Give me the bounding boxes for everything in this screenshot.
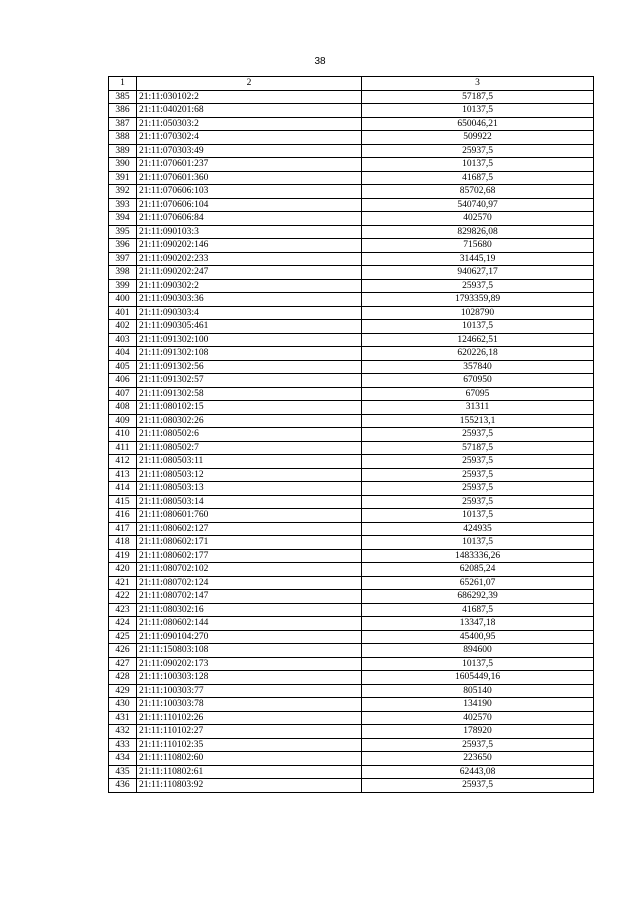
cadastral-value: 25937,5 — [362, 495, 594, 509]
cadastral-number: 21:11:110802:61 — [137, 765, 362, 779]
cadastral-value: 424935 — [362, 522, 594, 536]
row-number: 388 — [109, 131, 137, 145]
row-number: 397 — [109, 252, 137, 266]
cadastral-value: 1793359,89 — [362, 293, 594, 307]
cadastral-value: 402570 — [362, 212, 594, 226]
table-row — [109, 212, 594, 226]
row-number: 415 — [109, 495, 137, 509]
cadastral-number: 21:11:090303:36 — [137, 293, 362, 307]
cadastral-value: 124662,51 — [362, 333, 594, 347]
table-row — [109, 698, 594, 712]
cadastral-number: 21:11:090202:173 — [137, 657, 362, 671]
cadastral-number: 21:11:110803:92 — [137, 779, 362, 793]
cadastral-number: 21:11:080702:102 — [137, 563, 362, 577]
table-row — [109, 131, 594, 145]
cadastral-number: 21:11:080502:7 — [137, 441, 362, 455]
row-number: 393 — [109, 198, 137, 212]
table-row — [109, 779, 594, 793]
cadastral-number: 21:11:090202:247 — [137, 266, 362, 280]
cadastral-value: 31311 — [362, 401, 594, 415]
cadastral-number: 21:11:080601:760 — [137, 509, 362, 523]
cadastral-number: 21:11:070601:237 — [137, 158, 362, 172]
table-row — [109, 252, 594, 266]
cadastral-number: 21:11:080702:147 — [137, 590, 362, 604]
cadastral-value: 65261,07 — [362, 576, 594, 590]
cadastral-value: 31445,19 — [362, 252, 594, 266]
cadastral-number: 21:11:080503:13 — [137, 482, 362, 496]
row-number: 413 — [109, 468, 137, 482]
row-number: 431 — [109, 711, 137, 725]
cadastral-number: 21:11:080302:26 — [137, 414, 362, 428]
table-row — [109, 387, 594, 401]
table-row — [109, 590, 594, 604]
row-number: 436 — [109, 779, 137, 793]
cadastral-value: 10137,5 — [362, 158, 594, 172]
cadastral-value: 686292,39 — [362, 590, 594, 604]
table-row — [109, 171, 594, 185]
row-number: 418 — [109, 536, 137, 550]
cadastral-number: 21:11:080602:127 — [137, 522, 362, 536]
row-number: 387 — [109, 117, 137, 131]
row-number: 427 — [109, 657, 137, 671]
table-row — [109, 414, 594, 428]
cadastral-number: 21:11:091302:108 — [137, 347, 362, 361]
cadastral-number: 21:11:110802:60 — [137, 752, 362, 766]
table-row — [109, 360, 594, 374]
cadastral-number: 21:11:100303:128 — [137, 671, 362, 685]
table-row — [109, 576, 594, 590]
row-number: 434 — [109, 752, 137, 766]
cadastral-number: 21:11:070601:360 — [137, 171, 362, 185]
cadastral-value: 25937,5 — [362, 144, 594, 158]
row-number: 390 — [109, 158, 137, 172]
cadastral-number: 21:11:080503:14 — [137, 495, 362, 509]
cadastral-number: 21:11:090202:233 — [137, 252, 362, 266]
cadastral-number: 21:11:091302:56 — [137, 360, 362, 374]
row-number: 404 — [109, 347, 137, 361]
cadastral-number: 21:11:091302:57 — [137, 374, 362, 388]
table-row — [109, 225, 594, 239]
row-number: 403 — [109, 333, 137, 347]
cadastral-number: 21:11:030102:2 — [137, 90, 362, 104]
table-row — [109, 347, 594, 361]
row-number: 392 — [109, 185, 137, 199]
table-row — [109, 117, 594, 131]
cadastral-value: 894600 — [362, 644, 594, 658]
table-row — [109, 549, 594, 563]
table-row — [109, 657, 594, 671]
cadastral-value: 1605449,16 — [362, 671, 594, 685]
cadastral-value: 25937,5 — [362, 779, 594, 793]
header-col-3: 3 — [362, 77, 594, 91]
table-row — [109, 509, 594, 523]
row-number: 408 — [109, 401, 137, 415]
row-number: 414 — [109, 482, 137, 496]
cadastral-number: 21:11:070606:84 — [137, 212, 362, 226]
cadastral-value: 940627,17 — [362, 266, 594, 280]
table-row — [109, 684, 594, 698]
cadastral-number: 21:11:080602:171 — [137, 536, 362, 550]
row-number: 435 — [109, 765, 137, 779]
row-number: 385 — [109, 90, 137, 104]
table-row — [109, 320, 594, 334]
table-row — [109, 711, 594, 725]
header-col-2: 2 — [137, 77, 362, 91]
cadastral-value: 1483336,26 — [362, 549, 594, 563]
cadastral-value: 402570 — [362, 711, 594, 725]
table-row — [109, 617, 594, 631]
cadastral-value: 620226,18 — [362, 347, 594, 361]
row-number: 386 — [109, 104, 137, 118]
table-row — [109, 482, 594, 496]
table-row — [109, 563, 594, 577]
table-row — [109, 266, 594, 280]
row-number: 406 — [109, 374, 137, 388]
table-row — [109, 158, 594, 172]
row-number: 394 — [109, 212, 137, 226]
cadastral-value: 25937,5 — [362, 468, 594, 482]
row-number: 401 — [109, 306, 137, 320]
cadastral-value: 62443,08 — [362, 765, 594, 779]
cadastral-number: 21:11:050303:2 — [137, 117, 362, 131]
cadastral-value: 223650 — [362, 752, 594, 766]
cadastral-number: 21:11:070606:103 — [137, 185, 362, 199]
row-number: 391 — [109, 171, 137, 185]
row-number: 407 — [109, 387, 137, 401]
row-number: 389 — [109, 144, 137, 158]
table-row — [109, 671, 594, 685]
cadastral-number: 21:11:080503:11 — [137, 455, 362, 469]
table-row — [109, 455, 594, 469]
table-row — [109, 765, 594, 779]
table-row — [109, 441, 594, 455]
cadastral-value: 10137,5 — [362, 657, 594, 671]
cadastral-number: 21:11:090302:2 — [137, 279, 362, 293]
cadastral-number: 21:11:090303:4 — [137, 306, 362, 320]
row-number: 395 — [109, 225, 137, 239]
cadastral-value: 670950 — [362, 374, 594, 388]
table-row — [109, 279, 594, 293]
cadastral-number: 21:11:080602:144 — [137, 617, 362, 631]
table-row — [109, 495, 594, 509]
table-row — [109, 630, 594, 644]
cadastral-value: 25937,5 — [362, 738, 594, 752]
cadastral-number: 21:11:091302:100 — [137, 333, 362, 347]
cadastral-value: 650046,21 — [362, 117, 594, 131]
table-row — [109, 306, 594, 320]
row-number: 422 — [109, 590, 137, 604]
cadastral-number: 21:11:070303:49 — [137, 144, 362, 158]
cadastral-value: 829826,08 — [362, 225, 594, 239]
table-body — [109, 90, 594, 792]
row-number: 398 — [109, 266, 137, 280]
cadastral-number: 21:11:070606:104 — [137, 198, 362, 212]
row-number: 424 — [109, 617, 137, 631]
row-number: 396 — [109, 239, 137, 253]
table-row — [109, 185, 594, 199]
cadastral-number: 21:11:110102:35 — [137, 738, 362, 752]
cadastral-number: 21:11:070302:4 — [137, 131, 362, 145]
cadastral-value: 57187,5 — [362, 90, 594, 104]
row-number: 419 — [109, 549, 137, 563]
cadastral-number: 21:11:090103:3 — [137, 225, 362, 239]
cadastral-number: 21:11:090202:146 — [137, 239, 362, 253]
row-number: 411 — [109, 441, 137, 455]
cadastral-value: 10137,5 — [362, 104, 594, 118]
cadastral-number: 21:11:091302:58 — [137, 387, 362, 401]
table-row — [109, 144, 594, 158]
cadastral-number: 21:11:080602:177 — [137, 549, 362, 563]
cadastral-number: 21:11:080503:12 — [137, 468, 362, 482]
cadastral-value: 25937,5 — [362, 455, 594, 469]
cadastral-value: 62085,24 — [362, 563, 594, 577]
row-number: 405 — [109, 360, 137, 374]
header-col-1: 1 — [109, 77, 137, 91]
cadastral-number: 21:11:100303:77 — [137, 684, 362, 698]
table-row — [109, 104, 594, 118]
cadastral-value: 134190 — [362, 698, 594, 712]
cadastral-number: 21:11:110102:26 — [137, 711, 362, 725]
cadastral-value: 155213,1 — [362, 414, 594, 428]
table-row — [109, 468, 594, 482]
cadastral-number: 21:11:080102:15 — [137, 401, 362, 415]
table-row — [109, 725, 594, 739]
table-row — [109, 522, 594, 536]
row-number: 429 — [109, 684, 137, 698]
row-number: 433 — [109, 738, 137, 752]
table-row — [109, 374, 594, 388]
cadastral-number: 21:11:080702:124 — [137, 576, 362, 590]
row-number: 423 — [109, 603, 137, 617]
cadastral-number: 21:11:080302:16 — [137, 603, 362, 617]
row-number: 421 — [109, 576, 137, 590]
cadastral-value: 25937,5 — [362, 482, 594, 496]
page-number: 38 — [314, 56, 326, 67]
cadastral-value: 25937,5 — [362, 279, 594, 293]
row-number: 430 — [109, 698, 137, 712]
row-number: 417 — [109, 522, 137, 536]
cadastral-value: 25937,5 — [362, 428, 594, 442]
cadastral-value: 10137,5 — [362, 320, 594, 334]
cadastral-value: 509922 — [362, 131, 594, 145]
cadastral-number: 21:11:150803:108 — [137, 644, 362, 658]
table-row — [109, 293, 594, 307]
cadastral-value: 1028790 — [362, 306, 594, 320]
row-number: 399 — [109, 279, 137, 293]
cadastral-value: 178920 — [362, 725, 594, 739]
table-row — [109, 603, 594, 617]
table-row — [109, 90, 594, 104]
table-row — [109, 644, 594, 658]
cadastral-value: 540740,97 — [362, 198, 594, 212]
row-number: 428 — [109, 671, 137, 685]
table-row — [109, 198, 594, 212]
row-number: 426 — [109, 644, 137, 658]
cadastral-number: 21:11:100303:78 — [137, 698, 362, 712]
row-number: 412 — [109, 455, 137, 469]
cadastral-value: 41687,5 — [362, 171, 594, 185]
row-number: 410 — [109, 428, 137, 442]
row-number: 400 — [109, 293, 137, 307]
data-table — [108, 76, 594, 793]
table-row — [109, 239, 594, 253]
row-number: 402 — [109, 320, 137, 334]
row-number: 425 — [109, 630, 137, 644]
cadastral-number: 21:11:080502:6 — [137, 428, 362, 442]
cadastral-value: 45400,95 — [362, 630, 594, 644]
cadastral-value: 357840 — [362, 360, 594, 374]
cadastral-value: 10137,5 — [362, 509, 594, 523]
table-row — [109, 333, 594, 347]
table-row — [109, 428, 594, 442]
table-header-row — [109, 77, 594, 91]
row-number: 409 — [109, 414, 137, 428]
cadastral-number: 21:11:090104:270 — [137, 630, 362, 644]
table-row — [109, 536, 594, 550]
cadastral-value: 85702,68 — [362, 185, 594, 199]
table-header — [109, 77, 594, 91]
row-number: 432 — [109, 725, 137, 739]
cadastral-number: 21:11:040201:68 — [137, 104, 362, 118]
table-row — [109, 738, 594, 752]
cadastral-value: 41687,5 — [362, 603, 594, 617]
cadastral-number: 21:11:110102:27 — [137, 725, 362, 739]
table-row — [109, 401, 594, 415]
cadastral-value: 13347,18 — [362, 617, 594, 631]
cadastral-value: 57187,5 — [362, 441, 594, 455]
row-number: 420 — [109, 563, 137, 577]
cadastral-value: 715680 — [362, 239, 594, 253]
cadastral-value: 10137,5 — [362, 536, 594, 550]
row-number: 416 — [109, 509, 137, 523]
cadastral-value: 805140 — [362, 684, 594, 698]
cadastral-value: 67095 — [362, 387, 594, 401]
cadastral-number: 21:11:090305:461 — [137, 320, 362, 334]
table-row — [109, 752, 594, 766]
